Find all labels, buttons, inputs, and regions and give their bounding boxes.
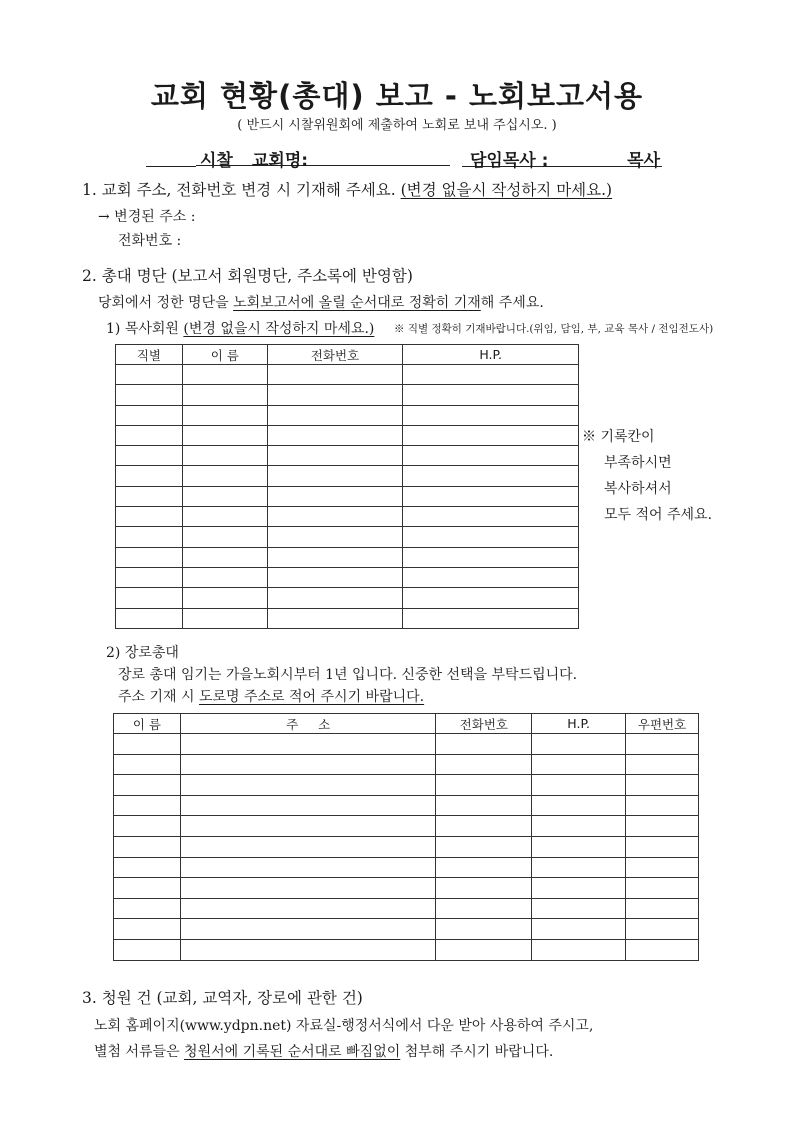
pastor-members-title: 1) 목사회원 (변경 없을시 작성하지 마세요.)	[106, 321, 375, 337]
elder-table-cell[interactable]	[114, 919, 181, 940]
col-header-phone: 전화번호	[436, 714, 532, 734]
pastor-suffix: 목사	[627, 151, 660, 171]
table-row	[116, 547, 579, 567]
pastor-table-cell[interactable]	[403, 567, 579, 587]
elder-table-cell[interactable]	[626, 878, 699, 899]
elder-table-cell[interactable]	[626, 919, 699, 940]
section3-title: 3. 청원 건 (교회, 교역자, 장로에 관한 건)	[82, 989, 363, 1007]
pastor-table-cell[interactable]	[116, 507, 183, 527]
elder-table-cell[interactable]	[532, 754, 626, 775]
pastor-table-cell[interactable]	[182, 486, 267, 506]
table-row	[116, 365, 579, 385]
pastor-table-cell[interactable]	[182, 527, 267, 547]
pastor-table-cell[interactable]	[267, 507, 403, 527]
table-row	[116, 466, 579, 486]
elder-table-cell[interactable]	[532, 919, 626, 940]
elder-term-note: 장로 총대 임기는 가을노회시부터 1년 입니다. 신중한 선택을 부탁드립니다.	[118, 667, 578, 683]
church-name-label: 교회명:	[252, 151, 309, 171]
pastor-table-cell[interactable]	[403, 405, 579, 425]
church-name-field[interactable]	[196, 146, 450, 171]
page-title: 교회 현황(총대) 보고 - 노회보고서용	[150, 79, 644, 113]
pastor-table-cell[interactable]	[267, 567, 403, 587]
elder-table-cell[interactable]	[114, 836, 181, 857]
side-note: ※ 기록칸이 부족하시면 복사하셔서 모두 적어 주세요.	[582, 429, 713, 523]
pastor-members-table	[115, 344, 579, 629]
table-row	[114, 734, 699, 755]
pastor-table-cell[interactable]	[267, 486, 403, 506]
pastor-table-cell[interactable]	[267, 588, 403, 608]
col-header-name: 이 름	[182, 345, 267, 365]
pastor-table-cell[interactable]	[267, 425, 403, 445]
pastor-table-cell[interactable]	[403, 608, 579, 628]
elder-table-cell[interactable]	[626, 857, 699, 878]
pastor-table-cell[interactable]	[116, 385, 183, 405]
table-row	[114, 939, 699, 960]
pastor-table-cell[interactable]	[116, 425, 183, 445]
elder-table-cell[interactable]	[114, 816, 181, 837]
elder-address-note: 주소 기재 시 도로명 주소로 적어 주시기 바랍니다.	[118, 689, 425, 705]
elder-table-cell[interactable]	[626, 898, 699, 919]
col-header-name: 이 름	[114, 714, 181, 734]
pastor-table-cell[interactable]	[182, 405, 267, 425]
pastor-table-cell[interactable]	[403, 486, 579, 506]
elder-table-cell[interactable]	[436, 775, 532, 796]
elder-table-cell[interactable]	[532, 898, 626, 919]
elder-table-cell[interactable]	[436, 898, 532, 919]
elder-table-cell[interactable]	[114, 939, 181, 960]
section2-instruction: 당회에서 정한 명단을 노회보고서에 올릴 순서대로 정확히 기재해 주세요.	[98, 295, 544, 311]
elder-table-cell[interactable]	[626, 775, 699, 796]
elder-table-cell[interactable]	[180, 878, 436, 899]
pastor-table-cell[interactable]	[403, 466, 579, 486]
table-row	[114, 857, 699, 878]
pastor-field[interactable]	[462, 146, 662, 171]
elder-table-cell[interactable]	[436, 919, 532, 940]
pastor-table-cell[interactable]	[182, 466, 267, 486]
elder-table-cell[interactable]	[532, 939, 626, 960]
pastor-table-cell[interactable]	[403, 507, 579, 527]
pastor-table-cell[interactable]	[182, 365, 267, 385]
table-row	[114, 775, 699, 796]
elder-table-cell[interactable]	[436, 734, 532, 755]
elder-table-cell[interactable]	[436, 939, 532, 960]
elder-table-cell[interactable]	[180, 939, 436, 960]
elder-table-cell[interactable]	[180, 898, 436, 919]
elder-table-cell[interactable]	[532, 816, 626, 837]
elder-table-cell[interactable]	[114, 734, 181, 755]
phone-label: 전화번호 :	[118, 233, 182, 249]
section1-title: 1. 교회 주소, 전화번호 변경 시 기재해 주세요. (변경 없을시 작성하지 마세요.)	[82, 181, 613, 199]
elder-table-cell[interactable]	[114, 898, 181, 919]
elder-table-cell[interactable]	[180, 836, 436, 857]
section3-line1: 노회 홈페이지(www.ydpn.net) 자료실-행정서식에서 다운 받아 사용하여 주시고,	[94, 1018, 594, 1034]
pastor-table-cell[interactable]	[403, 547, 579, 567]
pastor-table-cell[interactable]	[267, 365, 403, 385]
pastor-table-cell[interactable]	[182, 608, 267, 628]
elder-table-cell[interactable]	[114, 857, 181, 878]
pastor-table-cell[interactable]	[267, 466, 403, 486]
elder-table-cell[interactable]	[626, 754, 699, 775]
elder-table-cell[interactable]	[180, 775, 436, 796]
col-header-hp: H.P.	[403, 345, 579, 365]
pastor-table-cell[interactable]	[403, 527, 579, 547]
pastor-members-note: ※ 직별 정확히 기재바랍니다.(위임, 담임, 부, 교육 목사 / 전임전도사)	[394, 323, 714, 335]
pastor-table-cell[interactable]	[182, 547, 267, 567]
pastor-table-cell[interactable]	[182, 446, 267, 466]
table-row	[116, 567, 579, 587]
elder-table-cell[interactable]	[436, 836, 532, 857]
sichal-label: 시찰	[200, 151, 233, 171]
table-row	[114, 795, 699, 816]
elder-table-cell[interactable]	[532, 878, 626, 899]
elder-table-cell[interactable]	[180, 734, 436, 755]
pastor-table-cell[interactable]	[182, 588, 267, 608]
elder-table-cell[interactable]	[114, 775, 181, 796]
elder-table-cell[interactable]	[532, 857, 626, 878]
pastor-table-cell[interactable]	[116, 446, 183, 466]
pastor-table-cell[interactable]	[267, 547, 403, 567]
elder-table-cell[interactable]	[436, 795, 532, 816]
elder-table-cell[interactable]	[114, 754, 181, 775]
elder-table-cell[interactable]	[532, 775, 626, 796]
sichal-blank-line	[146, 166, 196, 167]
pastor-table-cell[interactable]	[116, 365, 183, 385]
elder-table-cell[interactable]	[180, 754, 436, 775]
pastor-table-cell[interactable]	[267, 405, 403, 425]
table-row	[116, 446, 579, 466]
pastor-table-cell[interactable]	[403, 385, 579, 405]
pastor-table-cell[interactable]	[267, 385, 403, 405]
col-header-position: 직별	[116, 345, 183, 365]
section3-line2: 별첨 서류들은 청원서에 기록된 순서대로 빠짐없이 첨부해 주시기 바랍니다.	[94, 1044, 554, 1060]
pastor-table-cell[interactable]	[116, 588, 183, 608]
elder-table-cell[interactable]	[180, 857, 436, 878]
table-row	[114, 816, 699, 837]
col-header-phone: 전화번호	[267, 345, 403, 365]
table-row	[116, 588, 579, 608]
elder-table-cell[interactable]	[626, 816, 699, 837]
elder-delegates-table	[113, 713, 699, 961]
pastor-table-cell[interactable]	[182, 507, 267, 527]
elder-table-cell[interactable]	[114, 795, 181, 816]
page-subtitle: ( 반드시 시찰위원회에 제출하여 노회로 보내 주십시오. )	[237, 118, 557, 133]
elder-table-cell[interactable]	[180, 795, 436, 816]
elder-table-cell[interactable]	[532, 795, 626, 816]
table-row	[114, 919, 699, 940]
table-header-row	[114, 714, 699, 734]
elder-table-cell[interactable]	[436, 816, 532, 837]
pastor-table-cell[interactable]	[267, 608, 403, 628]
col-header-postal-code: 우편번호	[626, 714, 699, 734]
pastor-table-cell[interactable]	[116, 486, 183, 506]
elder-table-cell[interactable]	[626, 836, 699, 857]
col-header-hp: H.P.	[532, 714, 626, 734]
pastor-table-cell[interactable]	[116, 527, 183, 547]
table-row	[116, 425, 579, 445]
pastor-table-cell[interactable]	[116, 405, 183, 425]
elder-table-cell[interactable]	[532, 734, 626, 755]
table-row	[116, 527, 579, 547]
table-row	[114, 878, 699, 899]
elder-delegates-title: 2) 장로총대	[106, 645, 179, 661]
pastor-table-cell[interactable]	[403, 446, 579, 466]
pastor-table-cell[interactable]	[182, 385, 267, 405]
pastor-table-cell[interactable]	[403, 588, 579, 608]
table-row	[116, 507, 579, 527]
pastor-table-cell[interactable]	[182, 425, 267, 445]
table-row	[116, 608, 579, 628]
pastor-table-cell[interactable]	[403, 425, 579, 445]
elder-table-cell[interactable]	[626, 795, 699, 816]
table-row	[116, 486, 579, 506]
elder-table-cell[interactable]	[114, 878, 181, 899]
elder-table-cell[interactable]	[180, 919, 436, 940]
pastor-table-cell[interactable]	[116, 466, 183, 486]
section2-title: 2. 총대 명단 (보고서 회원명단, 주소록에 반영함)	[82, 267, 413, 285]
elder-table-cell[interactable]	[436, 754, 532, 775]
col-header-address: 주 소	[180, 714, 436, 734]
elder-table-cell[interactable]	[626, 939, 699, 960]
elder-table-cell[interactable]	[532, 836, 626, 857]
pastor-table-cell[interactable]	[267, 527, 403, 547]
table-row	[116, 385, 579, 405]
pastor-table-cell[interactable]	[116, 608, 183, 628]
pastor-table-cell[interactable]	[403, 365, 579, 385]
table-header-row	[116, 345, 579, 365]
changed-address-label: → 변경된 주소 :	[98, 209, 196, 225]
table-row	[114, 898, 699, 919]
elder-table-cell[interactable]	[180, 816, 436, 837]
elder-table-cell[interactable]	[436, 878, 532, 899]
pastor-table-cell[interactable]	[182, 567, 267, 587]
pastor-table-cell[interactable]	[267, 446, 403, 466]
elder-table-cell[interactable]	[436, 857, 532, 878]
table-row	[116, 405, 579, 425]
pastor-table-cell[interactable]	[116, 567, 183, 587]
pastor-label: 담임목사 :	[470, 151, 549, 171]
pastor-table-cell[interactable]	[116, 547, 183, 567]
elder-table-cell[interactable]	[626, 734, 699, 755]
table-row	[114, 836, 699, 857]
table-row	[114, 754, 699, 775]
